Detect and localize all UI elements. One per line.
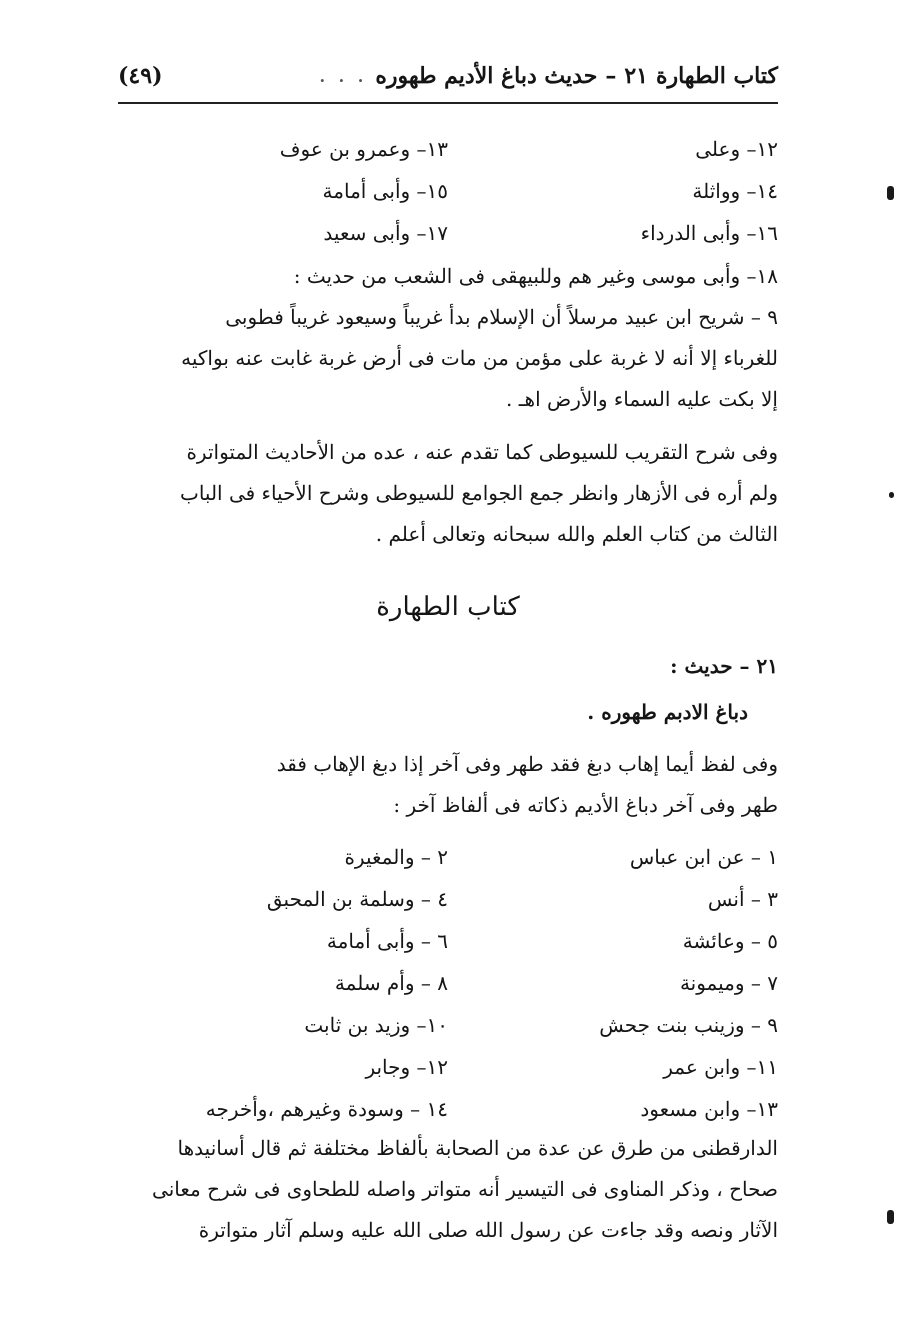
- list-row: [118, 920, 778, 962]
- text-line: إلا بكت عليه السماء والأرض اهـ .: [505, 387, 778, 411]
- text-line: الدارقطنى من طرق عن عدة من الصحابة بألفاظ مختلفة ثم قال أسانيدها: [177, 1136, 778, 1160]
- list-item: ١٥– وأبى أمامة: [322, 179, 448, 203]
- text-line: ١٨– وأبى موسى وغير هم وللبيهقى فى الشعب من حديث :: [293, 264, 778, 288]
- list-row: [118, 212, 778, 254]
- list-item: ١٢– وعلى: [695, 137, 778, 161]
- paragraph-1: [118, 256, 778, 420]
- paragraph-4: [118, 1128, 778, 1251]
- list-item: ٥ – وعائشة: [682, 929, 778, 953]
- list-item: ٨ – وأم سلمة: [334, 971, 448, 995]
- list-row: [118, 128, 778, 170]
- list-row: [118, 1088, 778, 1130]
- list-item: ٧ – وميمونة: [679, 971, 778, 995]
- page-number: (٤٩): [118, 63, 163, 89]
- list-item: ١١– وابن عمر: [663, 1055, 778, 1079]
- list-item: ٣ – أنس: [707, 887, 778, 911]
- list-item: ١٦– وأبى الدرداء: [640, 221, 778, 245]
- list-row: [118, 962, 778, 1004]
- list-item: ١٣– وابن مسعود: [640, 1097, 778, 1121]
- list-item: ١٠– وزيد بن ثابت: [304, 1013, 448, 1037]
- paragraph-3: [118, 744, 778, 826]
- list-row: [118, 170, 778, 212]
- list-row: [118, 878, 778, 920]
- text-line: ولم أره فى الأزهار وانظر جمع الجوامع للسيوطى وشرح الأحياء فى الباب: [179, 481, 778, 505]
- text-line: للغرباء إلا أنه لا غربة على مؤمن من مات فى أرض غربة غابت عنه بواكيه: [181, 346, 778, 370]
- hadith-heading: ٢١ – حديث :: [670, 654, 778, 678]
- text-line: الآثار ونصه وقد جاءت عن رسول الله صلى الله عليه وسلم آثار متواترة: [198, 1218, 778, 1242]
- list-item: ١ – عن ابن عباس: [629, 845, 778, 869]
- list-row: [118, 1046, 778, 1088]
- list-item: ١٤ – وسودة وغيرهم ،وأخرجه: [205, 1097, 448, 1121]
- margin-mark: [887, 186, 894, 200]
- list-item: ١٤– وواثلة: [692, 179, 778, 203]
- list-item: ١٣– وعمرو بن عوف: [279, 137, 448, 161]
- text-line: وفى لفظ أيما إهاب دبغ فقد طهر وفى آخر إذا دبغ الإهاب فقد: [276, 752, 778, 776]
- header-title: كتاب الطهارة ٢١ – حديث دباغ الأديم طهوره . . .: [319, 63, 778, 89]
- header-section: كتاب الطهارة: [655, 63, 778, 89]
- text-line: صحاح ، وذكر المناوى فى التيسير أنه متواتر واصله للطحاوى فى شرح معانى: [152, 1177, 778, 1201]
- paragraph-2: [118, 432, 778, 555]
- chapter-title: كتاب الطهارة: [376, 592, 520, 622]
- list-item: ٢ – والمغيرة: [344, 845, 448, 869]
- list-item: ٤ – وسلمة بن المحبق: [266, 887, 448, 911]
- header-dots: . . .: [319, 66, 368, 86]
- narrators-list-2: [118, 836, 778, 1130]
- text-line: وفى شرح التقريب للسيوطى كما تقدم عنه ، عده من الأحاديث المتواترة: [186, 440, 778, 464]
- list-item: ٦ – وأبى أمامة: [326, 929, 448, 953]
- list-row: [118, 1004, 778, 1046]
- margin-mark: [887, 1210, 894, 1224]
- list-item: ١٢– وجابر: [365, 1055, 448, 1079]
- list-item: ١٧– وأبى سعيد: [323, 221, 448, 245]
- hadith-text: دباغ الادبم طهوره .: [587, 700, 748, 724]
- text-line: ٩ – شريح ابن عبيد مرسلاً أن الإسلام بدأ غريباً وسيعود غريباً فطوبى: [225, 305, 778, 329]
- header-hadith-title: حديث دباغ الأديم طهوره: [375, 63, 598, 89]
- text-line: طهر وفى آخر دباغ الأديم ذكاته فى ألفاظ آخر :: [393, 793, 778, 817]
- header-rule: [118, 102, 778, 104]
- list-row: [118, 836, 778, 878]
- text-line: الثالث من كتاب العلم والله سبحانه وتعالى أعلم .: [375, 522, 778, 546]
- header-hadith-number: ٢١: [624, 63, 648, 89]
- list-item: ٩ – وزينب بنت جحش: [599, 1013, 778, 1037]
- narrators-list-1: [118, 128, 778, 254]
- margin-mark: [889, 492, 894, 498]
- book-page: [118, 40, 778, 1300]
- running-header: [118, 58, 778, 94]
